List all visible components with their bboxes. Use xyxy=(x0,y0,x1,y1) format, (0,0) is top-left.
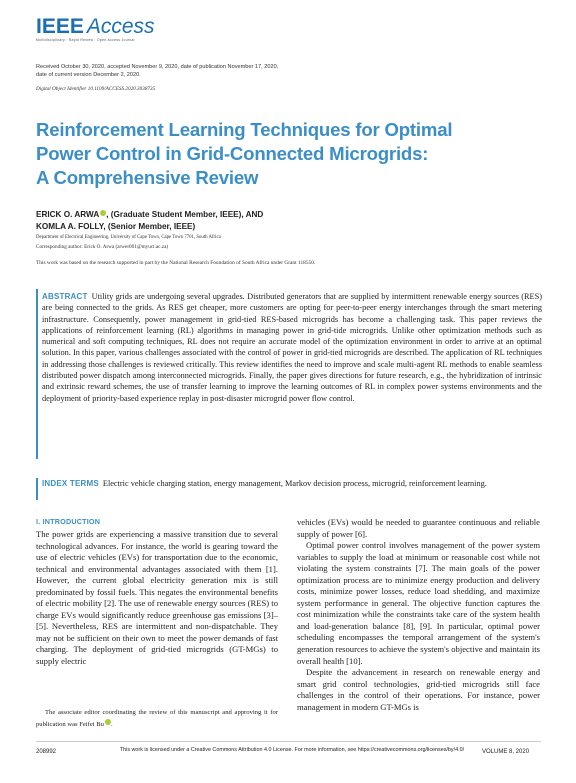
title-line: A Comprehensive Review xyxy=(36,167,259,188)
abstract-accent-bar xyxy=(36,289,38,459)
paragraph: Despite the advancement in research on renewable energy and smart grid control technologies, grid-tied microgrids still face challenges in the control of their operations. For instance, power management in modern GT-MGs is xyxy=(297,667,540,712)
license-text: This work is licensed under a Creative Commons Attribution 4.0 License. For more information, see xyxy=(119,747,358,753)
paper-title xyxy=(36,118,466,190)
page-number: 208992 xyxy=(36,749,57,755)
affiliation: Department of Electrical Engineering, University of Cape Town, Cape Town 7701, South Africa xyxy=(36,235,221,240)
funding-statement: This work was based on the research supported in part by the National Research Foundation of South Africa under Grant 118550. xyxy=(36,260,316,266)
editor-note-text: The associate editor coordinating the review of this manuscript and approving it for publication was Feifei Bu xyxy=(36,709,278,728)
author-list xyxy=(36,209,263,233)
license-statement xyxy=(92,747,492,753)
paragraph: vehicles (EVs) would be needed to guarantee continuous and reliable supply of power [6]. xyxy=(297,517,540,539)
paragraph: The power grids are experiencing a massive transition due to several technological advances. For instance, the world is gearing toward the use of electric vehicles (EVs) for transportation due to the economic, technical and environmental advantages associated with them [1]. However, the current global electricity generation mix is still predominated by fossil fuels. This negates the environmental benefits of electric mobility [2]. The use of renewable energy sources (RES) to charge EVs would significantly reduce greenhouse gas emissions [3]–[5]. Nevertheless, RES are intermittent and non-dispatchable. They may not be sufficient on their own to meet the power demands of fast charging. The deployment of grid-tied microgrids (GT-MGs) to supply electric xyxy=(36,529,278,667)
section-heading: I. INTRODUCTION xyxy=(36,517,101,526)
index-terms-accent-bar xyxy=(36,478,38,500)
dates-line-2: date of current version December 2, 2020. xyxy=(36,72,141,78)
journal-logo xyxy=(36,16,155,38)
author-details: , (Graduate Student Member, IEEE), AND xyxy=(106,210,264,219)
abstract-label: ABSTRACT xyxy=(42,292,88,301)
corresponding-author: Corresponding author: Erick O. Arwa (arwer001@myuct.ac.za) xyxy=(36,244,169,250)
editor-note: The associate editor coordinating the review of this manuscript and approving it for publication was Feifei Bu . xyxy=(36,709,278,728)
doi: Digital Object Identifier 10.1109/ACCESS.2020.3038735 xyxy=(36,86,156,92)
logo-main: IEEE xyxy=(36,15,84,38)
abstract xyxy=(42,291,542,404)
title-line: Power Control in Grid-Connected Microgrids: xyxy=(36,143,429,164)
index-terms-label: INDEX TERMS xyxy=(42,479,99,488)
journal-tagline: Multidisciplinary : Rapid Review : Open Access Journal xyxy=(36,38,135,42)
orcid-icon[interactable] xyxy=(105,719,111,725)
footer-divider xyxy=(36,741,541,742)
index-terms xyxy=(42,478,542,489)
volume-label: VOLUME 8, 2020 xyxy=(482,749,530,755)
body-column-right xyxy=(297,517,540,713)
author-line: KOMLA A. FOLLY, (Senior Member, IEEE) xyxy=(36,222,196,231)
dates-line-1: Received October 30, 2020, accepted November 9, 2020, date of publication November 17, 2020, xyxy=(36,64,279,70)
logo-sub: Access xyxy=(86,15,155,38)
license-link[interactable]: https://creativecommons.org/licenses/by/4.0/ xyxy=(357,747,465,753)
author-name: ERICK O. ARWA xyxy=(36,210,100,219)
title-line: Reinforcement Learning Techniques for Optimal xyxy=(36,119,453,140)
paragraph: Optimal power control involves management of the power system variables to supply the load at minimum or reasonable cost while not violating the system constraints [7]. The main goals of the power optimization process are to minimize energy production and delivery costs, minimize power losses, reduce load shedding, and maximize system performance in general. The objective function captures the cost minimization while the constraints take care of the system health and load-generation balance [8], [9]. In particular, optimal power scheduling encompasses the temporal arrangement of the system's generation resources to achieve the system's objective and maintain its overall health [10]. xyxy=(297,540,540,666)
index-terms-text: Electric vehicle charging station, energy management, Markov decision process, microgrid, reinforcement learning. xyxy=(102,479,487,488)
body-column-left xyxy=(36,529,278,668)
abstract-text: Utility grids are undergoing several upgrades. Distributed generators that are supplied by intermittent renewable energy sources (RES) are being connected to the grids. As RES get cheaper, more customers are opting for peer-to-peer energy interchanges through the smart metering infrastructure. Consequently, power management in grid-tied RES-based microgrids has become a challenging task. This paper reviews the applications of reinforcement learning (RL) algorithms in managing power in grid-tide microgrids. Unlike other optimization methods such as numerical and soft computing techniques, RL does not require an accurate model of the optimization environment in order to arrive at an optimal solution. In this paper, various challenges associated with the control of power in grid-tied microgrids are described. The application of RL techniques in addressing those challenges is reviewed critically. This review identifies the need to improve and scale multi-agent RL methods to enable seamless distributed power dispatch among interconnected microgrids. Finally, the paper gives directions for future research, e.g., the hybridization of intrinsic and extrinsic reward schemes, the use of transfer learning to improve the learning outcomes of RL in complex power systems environments and the deployment of priority-based experience replay in post-disaster microgrid power flow control. xyxy=(42,292,542,403)
